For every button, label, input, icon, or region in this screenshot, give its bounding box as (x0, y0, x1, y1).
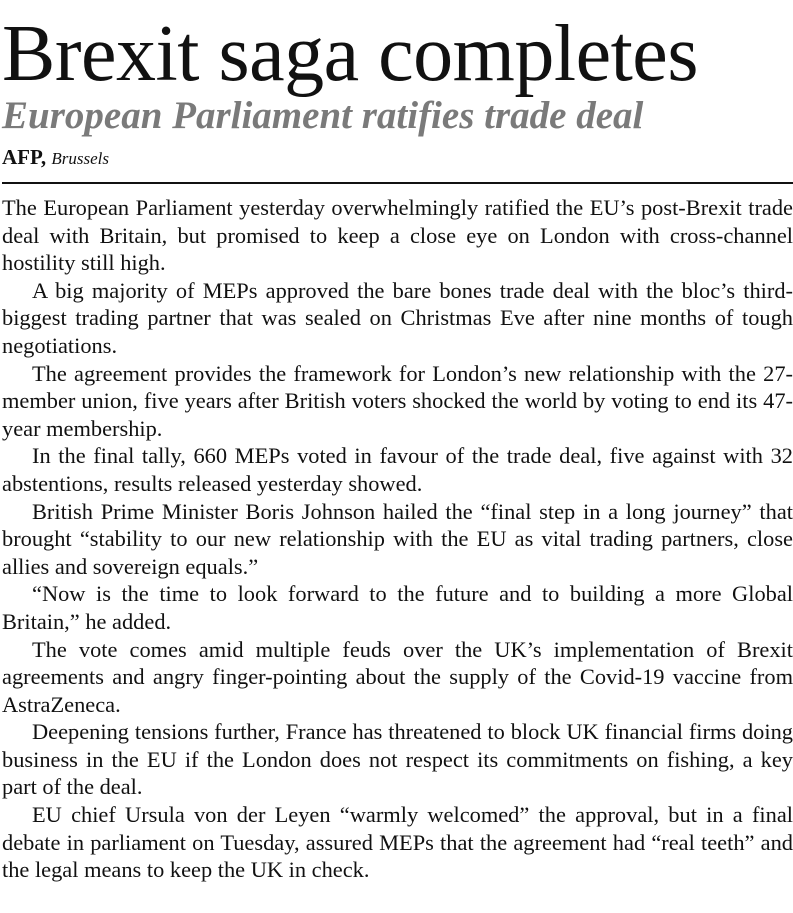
byline-agency: AFP, (2, 145, 47, 169)
byline (2, 144, 793, 172)
byline-location: Brussels (51, 149, 110, 168)
subheadline: European Parliament ratifies trade deal (2, 94, 644, 137)
paragraph: EU chief Ursula von der Leyen “warmly welcomed” the approval, but in a final debate in parliament on Tuesday, assured MEPs that the agreement had “real teeth” and the legal means to keep the UK in check. (2, 802, 793, 883)
article-body (2, 194, 793, 884)
paragraph: A big majority of MEPs approved the bare bones trade deal with the bloc’s third-biggest trading partner that was sealed on Christmas Eve after nine months of tough negotiations. (2, 277, 793, 358)
paragraph: Deepening tensions further, France has threatened to block UK financial firms doing business in the EU if the London does not respect its commitments on fishing, a key part of the deal. (2, 719, 793, 800)
divider-rule (2, 182, 793, 184)
paragraph: The vote comes amid multiple feuds over the UK’s implementation of Brexit agreements and angry finger-pointing about the supply of the Covid-19 vaccine from AstraZeneca. (2, 636, 793, 717)
paragraph: British Prime Minister Boris Johnson hailed the “final step in a long journey” that brought “stability to our new relationship with the EU as vital trading partners, close allies and sovereign equals.” (2, 498, 793, 579)
paragraph: “Now is the time to look forward to the future and to building a more Global Britain,” he added. (2, 581, 793, 634)
headline: Brexit saga completes (2, 10, 698, 98)
paragraph: The agreement provides the framework for London’s new relationship with the 27-member union, five years after British voters shocked the world by voting to end its 47-year membership. (2, 360, 793, 441)
paragraph: In the final tally, 660 MEPs voted in favour of the trade deal, five against with 32 abstentions, results released yesterday showed. (2, 443, 793, 496)
paragraph: The European Parliament yesterday overwhelmingly ratified the EU’s post-Brexit trade deal with Britain, but promised to keep a close eye on London with cross-channel hostility still high. (2, 195, 793, 276)
